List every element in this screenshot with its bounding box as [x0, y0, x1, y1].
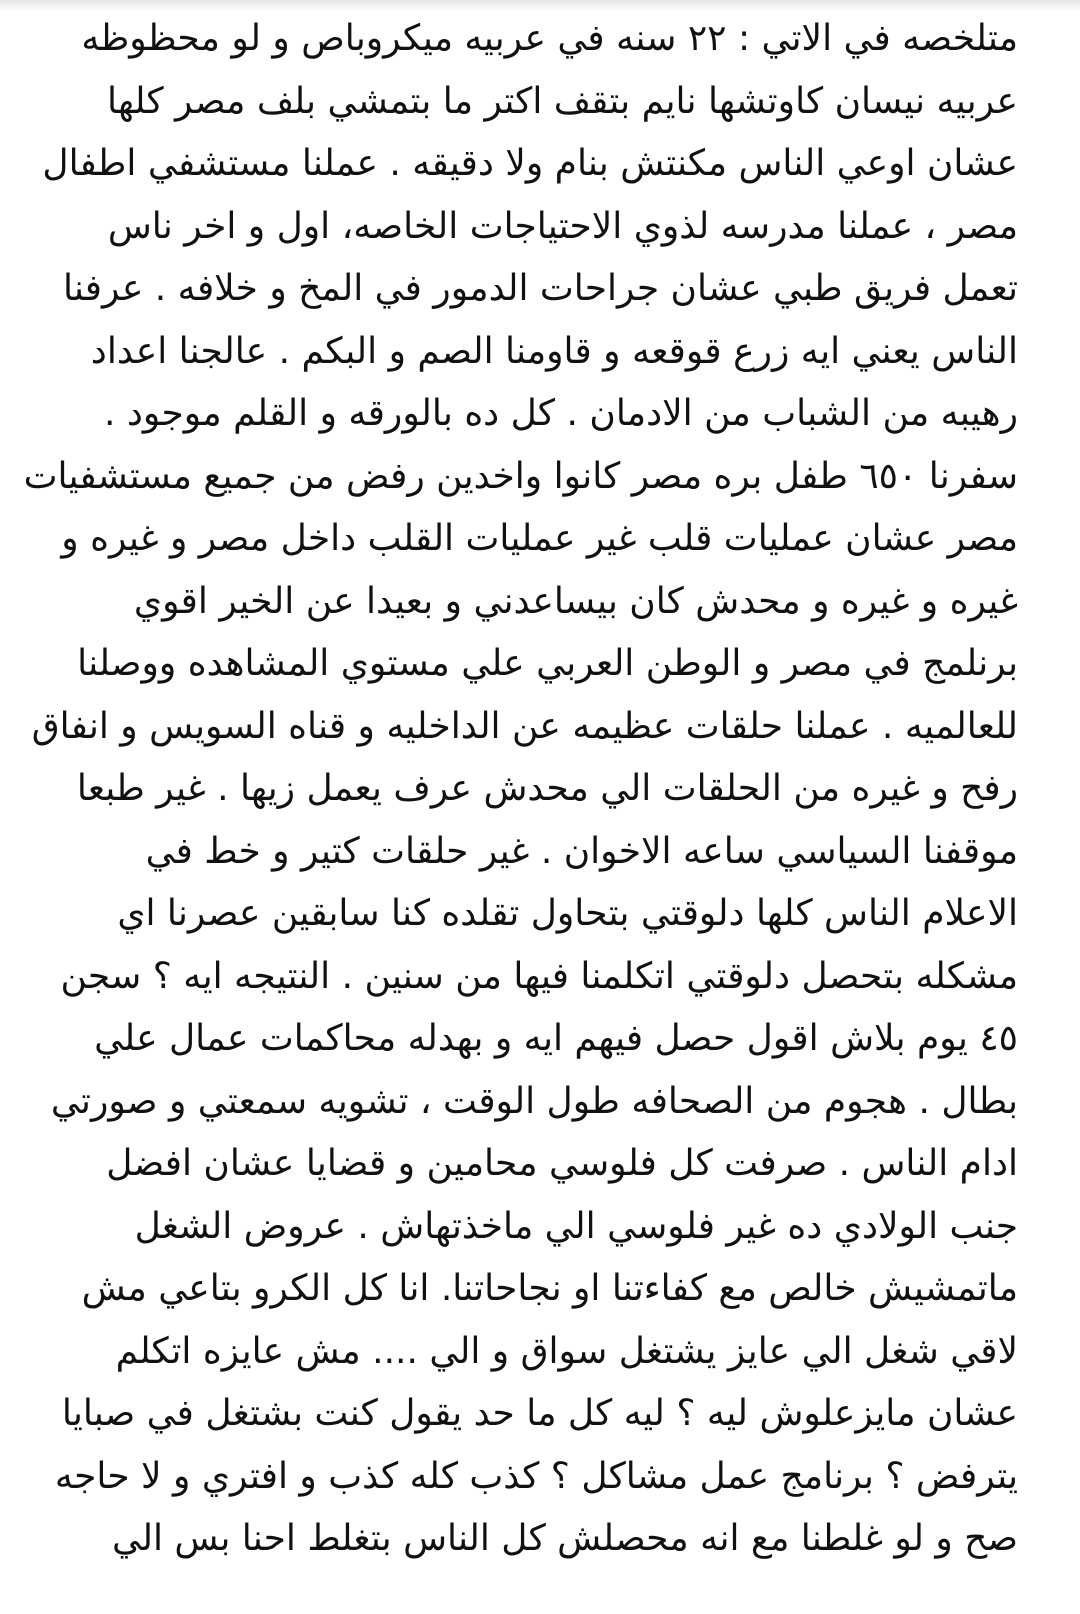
text-line-25: صح و لو غلطنا مع انه محصلش كل الناس بتغلط احنا بس الي	[112, 1518, 1018, 1559]
text-line-9: مصر عشان عمليات قلب غير عمليات القلب داخل مصر و غيره و	[61, 518, 1018, 559]
text-line-6: الناس يعني ايه زرع قوقعه و قاومنا الصم و البكم . عالجنا اعداد	[90, 330, 1018, 372]
text-line-21: ماتمشيش خالص مع كفاءتنا او نجاحاتنا. انا كل الكرو بتاعي مش	[81, 1268, 1018, 1309]
text-line-11: برنلمج في مصر و الوطن العربي علي مستوي المشاهده ووصلنا	[77, 643, 1018, 684]
text-line-7: رهيبه من الشباب من الادمان . كل ده بالورقه و القلم موجود .	[104, 393, 1018, 434]
text-line-19: ادام الناس . صرفت كل فلوسي محامين و قضايا عشان افضل	[106, 1143, 1018, 1184]
text-line-4: مصر ، عملنا مدرسه لذوي الاحتياجات الخاصه، اول و اخر ناس	[107, 205, 1018, 247]
text-line-8: سفرنا ٦٥٠ طفل بره مصر كانوا واخدين رفض من جميع مستشفيات	[23, 455, 1018, 497]
text-line-12: للعالميه . عملنا حلقات عظيمه عن الداخليه و قناه السويس و انفاق	[31, 705, 1018, 747]
text-line-24: يترفض ؟ برنامج عمل مشاكل ؟ كذب كله كذب و افتري و لا حاجه	[54, 1455, 1018, 1497]
text-line-10: غيره و غيره و محدش كان بيساعدني و بعيدا عن الخير اقوي	[133, 580, 1018, 622]
text-line-1: متلخصه في الاتي : ٢٢ سنه في عربيه ميكروباص و لو محظوظه	[81, 18, 1018, 59]
text-line-18: بطال . هجوم من الصحافه طول الوقت ، تشويه سمعتي و صورتي	[50, 1080, 1018, 1122]
text-line-13: رفح و غيره من الحلقات الي محدش عرف يعمل زيها . غير طبعا	[76, 768, 1018, 809]
post-text-body	[23, 8, 1018, 1571]
text-line-16: مشكله بتحصل دلوقتي اتكلمنا فيها من سنين . النتيجه ايه ؟ سجن	[60, 955, 1018, 997]
text-line-2: عربيه نيسان كاوتشها نايم بتقف اكتر ما بتمشي بلف مصر كلها	[106, 80, 1018, 122]
text-line-22: لاقي شغل الي عايز يشتغل سواق و الي .... مش عايزه اتكلم	[115, 1330, 1018, 1372]
text-line-14: موقفنا السياسي ساعه الاخوان . غير حلقات كتير و خط في	[145, 830, 1018, 872]
text-line-20: جنب الولادي ده غير فلوسي الي ماخذتهاش . عروض الشغل	[134, 1205, 1018, 1247]
text-line-23: عشان مايزعلوش ليه ؟ ليه كل ما حد يقول كنت بشتغل في صبايا	[61, 1393, 1018, 1434]
text-line-5: تعمل فريق طبي عشان جراحات الدمور في المخ و خلافه . عرفنا	[62, 268, 1018, 309]
text-line-17: ٤٥ يوم بلاش اقول حصل فيهم ايه و بهدله محاكمات عمال علي	[94, 1018, 1018, 1059]
text-line-3: عشان اوعي الناس مكنتش بنام ولا دقيقه . عملنا مستشفي اطفال	[42, 143, 1018, 184]
text-line-15: الاعلام الناس كلها دلوقتي بتحاول تقلده كنا سابقين عصرنا اي	[117, 893, 1018, 934]
